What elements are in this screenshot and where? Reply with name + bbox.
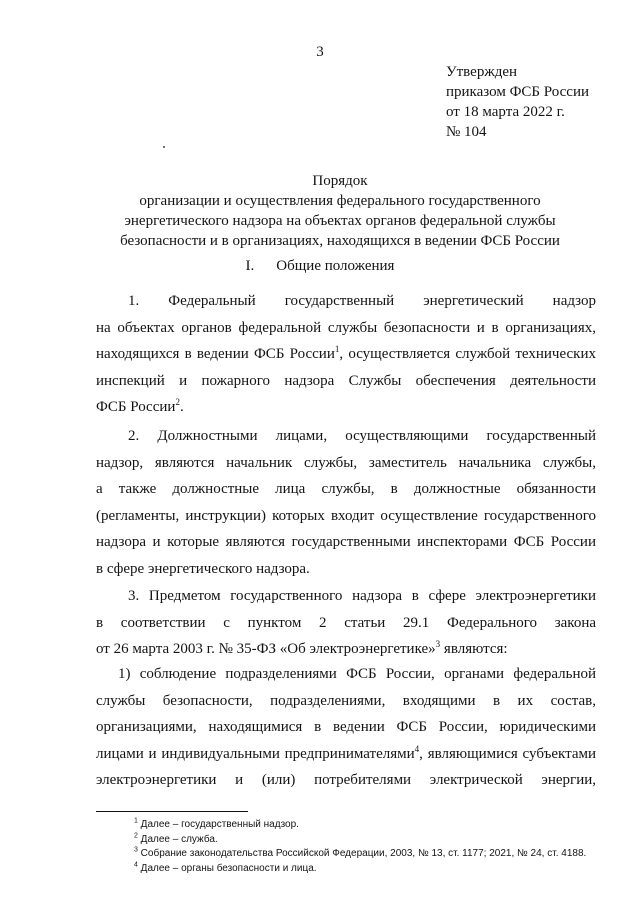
footnote-ref: 1 <box>334 344 340 355</box>
text-line: находящихся в ведении ФСБ России$^1$, осуществляется службой технических <box>96 344 596 363</box>
text-line: а также должностные лица службы, в должностные обязанности <box>96 481 596 498</box>
text-line: надзор, являются начальник службы, заместитель начальника службы, <box>96 454 596 471</box>
section-title: Общие положения <box>276 258 395 274</box>
text-line: 3. Предметом государственного надзора в сфере электроэнергетики <box>128 588 596 604</box>
footnote: $^1$ Далее – государственный надзор. <box>134 817 299 830</box>
footnote-ref: 4 <box>414 743 420 754</box>
scan-speck <box>163 146 165 148</box>
approval-line: приказом ФСБ России <box>446 84 589 100</box>
footnote: $^3$ Собрание законодательства Российской Федерации, 2003, № 13, ст. 1177; 2021, № 24, ст. 4188. <box>134 846 587 859</box>
text-line: надзора и которые являются государственными инспекторами ФСБ России <box>96 534 596 551</box>
section-heading <box>0 258 640 275</box>
approval-stamp <box>446 62 589 142</box>
section-number: I. <box>245 258 255 274</box>
title-line: безопасности и в организациях, находящихся в ведении ФСБ России <box>120 233 560 249</box>
text-line: службы безопасности, подразделениями, входящими в их состав, <box>96 692 596 709</box>
footnote: $^4$ Далее – органы безопасности и лица. <box>134 861 317 874</box>
title-line: Порядок <box>312 173 368 189</box>
approval-line: Утвержден <box>446 64 518 80</box>
paragraph-2 <box>96 423 596 583</box>
title-line: организации и осуществления федерального государственного <box>139 193 541 209</box>
text-line: 1. Федеральный государственный энергетический надзор <box>128 293 596 309</box>
paragraph-3 <box>96 583 596 663</box>
text-line: инспекций и пожарного надзора Службы обеспечения деятельности <box>96 372 596 389</box>
footnote-ref: 2 <box>175 397 180 408</box>
footnote-separator <box>96 811 248 812</box>
title-line: энергетического надзора на объектах органов федеральной службы <box>124 213 556 229</box>
page-number: 3 <box>316 44 324 60</box>
text-line: в соответствии с пунктом 2 статьи 29.1 Федерального закона <box>96 614 596 631</box>
text-line: от 26 марта 2003 г. № 35-ФЗ «Об электроэнергетике»$^3$ являются: <box>96 639 508 658</box>
document-title <box>100 171 580 251</box>
paragraph-1 <box>96 288 596 421</box>
text-line: организациями, находящимися в ведении ФСБ России, юридическими <box>96 719 596 736</box>
text-line: (регламенты, инструкции) которых входит осуществление государственного <box>96 507 596 524</box>
item-1 <box>96 661 596 794</box>
footnote-ref: 3 <box>435 639 441 650</box>
approval-line: от 18 марта 2022 г. <box>446 104 565 120</box>
text-line: 1) соблюдение подразделениями ФСБ России, органами федеральной <box>118 666 596 682</box>
approval-line: № 104 <box>446 124 487 140</box>
footnotes <box>134 818 586 876</box>
text-line: ФСБ России$^2$. <box>96 397 184 416</box>
text-line: лицами и индивидуальными предпринимателями$^4$, являющимися субъектами <box>96 743 596 762</box>
footnote: $^2$ Далее – служба. <box>134 832 218 845</box>
text-line: на объектах органов федеральной службы безопасности и в организациях, <box>96 319 596 336</box>
text-line: в сфере энергетического надзора. <box>96 560 310 577</box>
text-line: 2. Должностными лицами, осуществляющими государственный <box>128 428 596 444</box>
text-line: электроэнергетики и (или) потребителями электрической энергии, <box>96 772 596 789</box>
